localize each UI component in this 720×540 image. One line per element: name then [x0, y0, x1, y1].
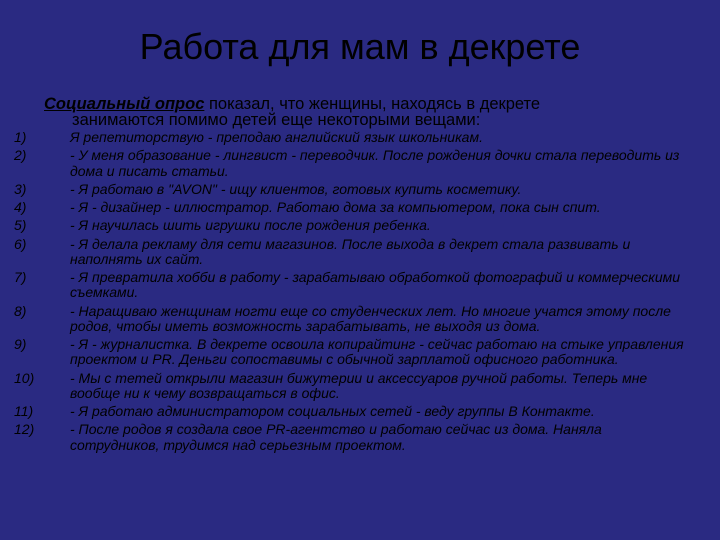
list-item-text: - Я - дизайнер - иллюстратор. Работаю дома за компьютером, пока сын спит.	[70, 199, 601, 216]
list-item-number: 3)	[14, 180, 27, 197]
list-item	[14, 218, 694, 233]
list-item-text: - Я работаю администратором социальных сетей - веду группы В Контакте.	[70, 403, 595, 420]
list-item	[14, 337, 694, 367]
list-item-number: 6)	[14, 235, 27, 252]
list-item-number: 8)	[14, 302, 27, 319]
list-item	[14, 148, 694, 178]
list-item-text: - Мы с тетей открыли магазин бижутерии и аксессуаров ручной работы. Теперь мне вообще ни к чему возвращаться в офис.	[70, 369, 648, 401]
intro-text-line1: показал, что женщины, находясь в декрете	[204, 95, 541, 113]
survey-list	[14, 130, 694, 456]
list-item-number: 11)	[14, 403, 34, 420]
intro-lead: Социальный опрос	[44, 95, 205, 113]
list-item-number: 4)	[14, 199, 27, 216]
list-item-number: 1)	[14, 129, 27, 145]
list-item	[14, 130, 694, 145]
list-item-number: 7)	[14, 269, 27, 286]
intro-text-line2: занимаются помимо детей еще некоторыми вещами:	[72, 111, 481, 129]
list-item	[14, 182, 694, 197]
list-item	[14, 371, 694, 401]
list-item-text: - У меня образование - лингвист - переводчик. После рождения дочки стала переводить из дома и писать статьи.	[70, 147, 680, 179]
list-item-number: 10)	[14, 369, 35, 386]
page-title: Работа для мам в декрете	[139, 26, 581, 67]
list-item-number: 9)	[14, 336, 27, 353]
list-item	[14, 422, 694, 452]
list-item	[14, 237, 694, 267]
list-item	[14, 200, 694, 215]
list-item	[14, 270, 694, 300]
list-item-text: - Я превратила хобби в работу - зарабатываю обработкой фотографий и коммерческими съемками.	[70, 269, 681, 301]
list-item-text: - После родов я создала свое PR-агентство и работаю сейчас из дома. Наняла сотрудников, трудимся над серьезным проектом.	[70, 421, 602, 453]
list-item-text: Я репетиторствую - преподаю английский язык школьникам.	[70, 129, 483, 145]
intro-paragraph	[44, 96, 684, 128]
list-item-text: - Я работаю в "AVON" - ищу клиентов, готовых купить косметику.	[70, 180, 522, 197]
list-item-number: 5)	[14, 217, 27, 234]
list-item-text: - Наращиваю женщинам ногти еще со студенческих лет. Но многие учатся этому после родов, чтобы иметь возможность зарабатывать, не выходя из дома.	[70, 302, 671, 334]
list-item-text: - Я научилась шить игрушки после рождения ребенка.	[70, 217, 431, 234]
list-item	[14, 304, 694, 334]
list-item	[14, 404, 694, 419]
list-item-text: - Я - журналистка. В декрете освоила копирайтинг - сейчас работаю на стыке управления проектом и PR. Деньги сопоставимы с обычной зарплатой офисного работника.	[70, 336, 684, 368]
list-item-number: 2)	[14, 147, 27, 164]
list-item-text: - Я делала рекламу для сети магазинов. После выхода в декрет стала развивать и наполнять их сайт.	[70, 235, 631, 267]
list-item-number: 12)	[14, 421, 35, 438]
